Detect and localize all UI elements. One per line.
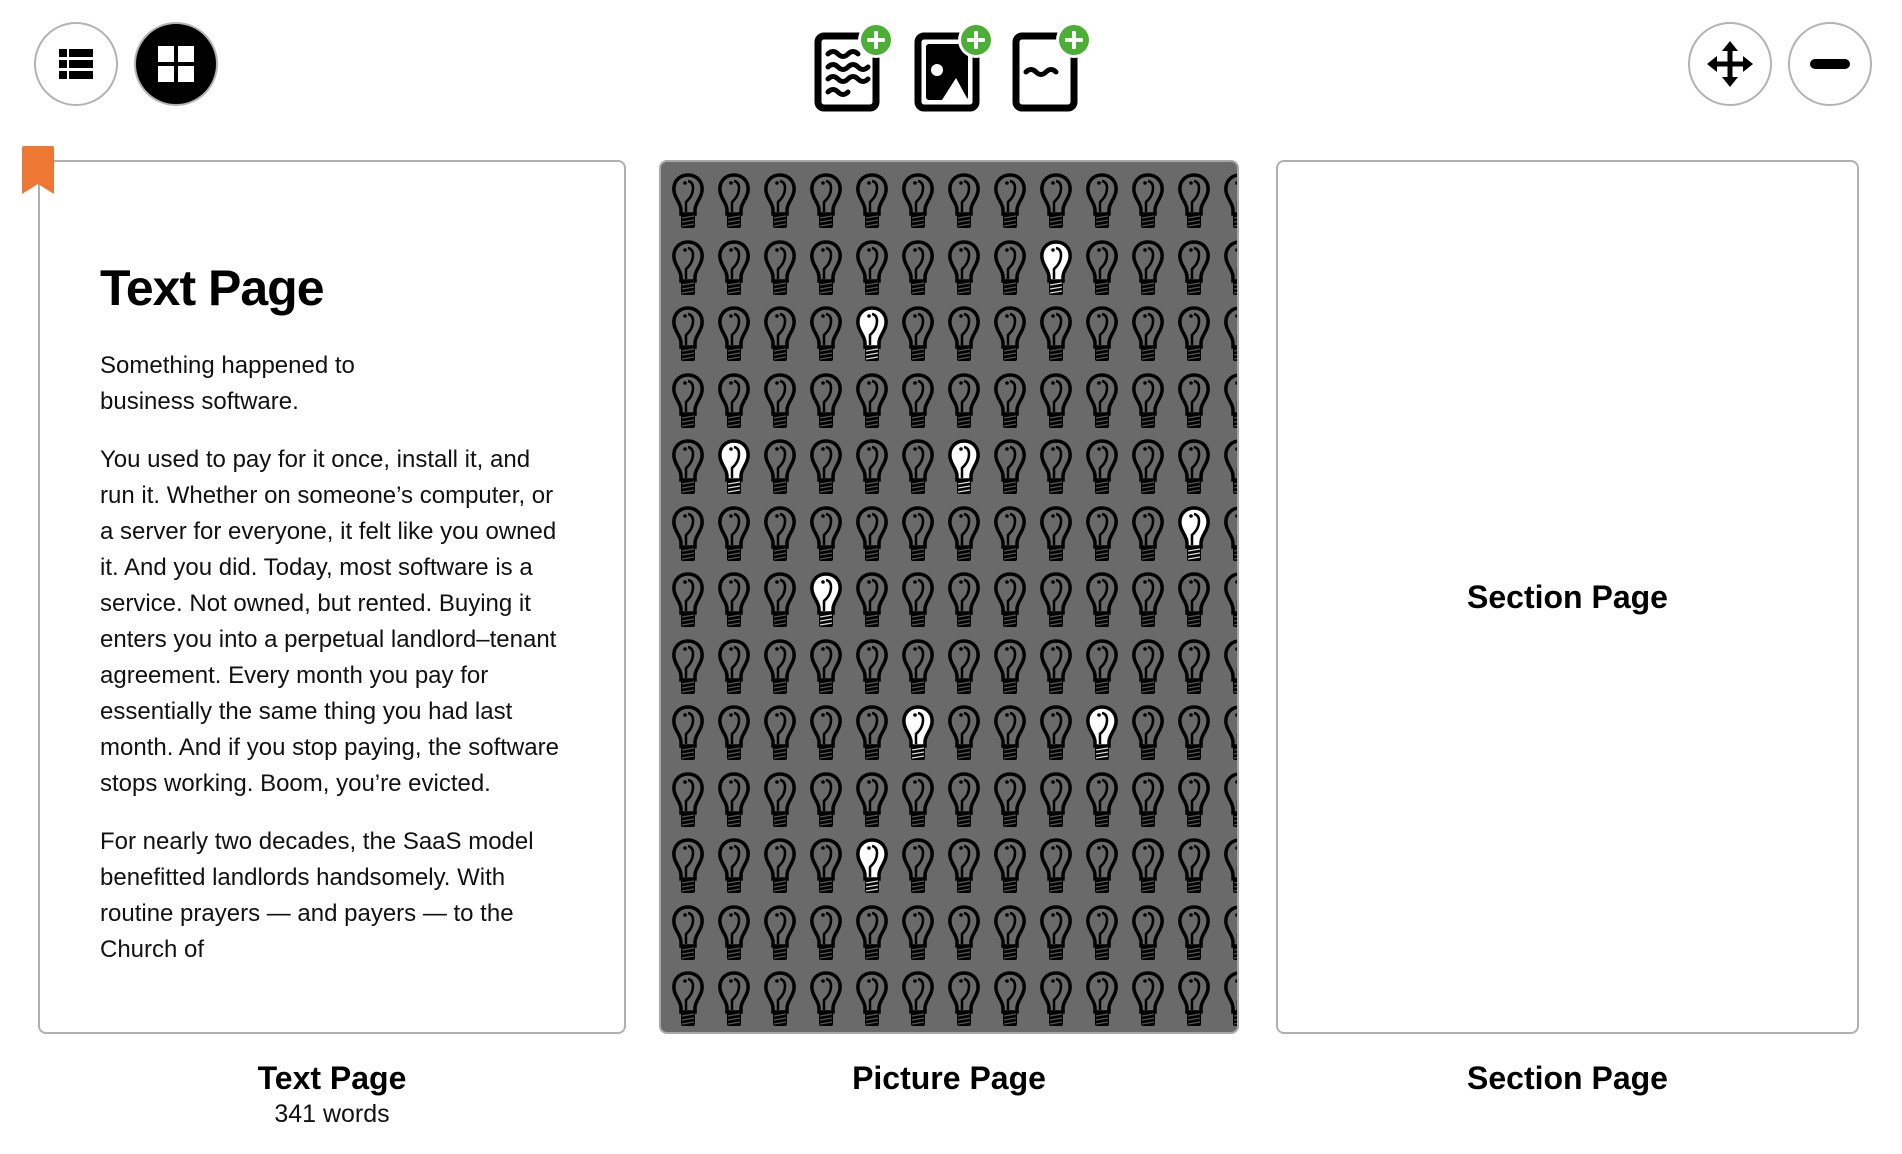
bulb-icon (1125, 900, 1171, 966)
bulb-icon (1125, 966, 1171, 1032)
lit-bulb-icon (803, 567, 849, 633)
bulb-icon (1217, 966, 1239, 1032)
section-page-card[interactable] (1276, 160, 1859, 1034)
bulb-icon (1125, 368, 1171, 434)
bulb-icon (757, 833, 803, 899)
bulb-icon (941, 168, 987, 234)
text-page-add-icon (814, 22, 898, 112)
bulb-icon (1033, 966, 1079, 1032)
picture-page-label: Picture Page (852, 1060, 1046, 1096)
bulb-icon (987, 567, 1033, 633)
move-arrows-icon (1707, 41, 1753, 87)
bulb-icon (1125, 767, 1171, 833)
bulb-icon (665, 567, 711, 633)
bulb-icon (803, 235, 849, 301)
bulb-icon (665, 368, 711, 434)
grid-view-button[interactable] (134, 22, 218, 106)
bulb-icon (1125, 567, 1171, 633)
bulb-icon (757, 567, 803, 633)
bulb-icon (665, 833, 711, 899)
bulb-icon (1079, 301, 1125, 367)
move-button[interactable] (1688, 22, 1772, 106)
bulb-icon (665, 900, 711, 966)
text-page-content (100, 258, 560, 990)
bulb-icon (941, 567, 987, 633)
bulb-icon (757, 168, 803, 234)
bulb-icon (665, 700, 711, 766)
bulb-icon (895, 634, 941, 700)
bulb-icon (849, 966, 895, 1032)
text-page-label: Text Page (257, 1060, 407, 1096)
bulb-icon (987, 168, 1033, 234)
bulb-icon (1171, 700, 1217, 766)
bookmark-icon (22, 146, 54, 194)
text-page-card[interactable] (38, 160, 626, 1034)
bulb-icon (1125, 301, 1171, 367)
bulb-icon (1217, 301, 1239, 367)
bulb-icon (987, 833, 1033, 899)
bulb-icon (1217, 567, 1239, 633)
bulb-icon (1079, 434, 1125, 500)
bulb-icon (757, 900, 803, 966)
bulb-icon (1217, 900, 1239, 966)
bulb-icon (1033, 501, 1079, 567)
bulb-icon (711, 567, 757, 633)
bulb-icon (757, 434, 803, 500)
bulb-icon (665, 301, 711, 367)
bulb-icon (941, 767, 987, 833)
bulb-icon (895, 368, 941, 434)
bulb-icon (987, 634, 1033, 700)
bulb-icon (1217, 833, 1239, 899)
bulb-icon (1033, 900, 1079, 966)
bulb-icon (665, 434, 711, 500)
bulb-icon (1217, 368, 1239, 434)
bulb-icon (895, 567, 941, 633)
bulb-icon (1171, 168, 1217, 234)
lit-bulb-icon (1079, 700, 1125, 766)
text-paragraph: You used to pay for it once, install it, and run it. Whether on someone’s computer, or a server for everyone, it felt like you owned it. And you did. Today, most software is a service. Not owned, but rented. Buying it enters you into a perpetual landlord–tenant agreement. Every month you pay for essentially the same thing you had last month. And if you stop paying, the software stops working. Boom, you’re evicted. (100, 446, 559, 797)
bulb-icon (1079, 833, 1125, 899)
list-view-button[interactable] (34, 22, 118, 106)
bulb-icon (1125, 700, 1171, 766)
bulb-icon (1217, 767, 1239, 833)
bulb-icon (1217, 434, 1239, 500)
bulb-icon (711, 900, 757, 966)
light-bulb-picture (665, 168, 1239, 1033)
bulb-icon (1079, 900, 1125, 966)
list-icon (59, 49, 93, 79)
bulb-icon (711, 966, 757, 1032)
bulb-icon (1171, 434, 1217, 500)
bulb-icon (1125, 168, 1171, 234)
bulb-icon (987, 235, 1033, 301)
bulb-icon (757, 501, 803, 567)
bulb-icon (711, 501, 757, 567)
bulb-icon (849, 434, 895, 500)
bulb-icon (1033, 567, 1079, 633)
bulb-icon (849, 900, 895, 966)
bulb-icon (1171, 368, 1217, 434)
bulb-icon (757, 301, 803, 367)
bulb-icon (1125, 833, 1171, 899)
bulb-icon (895, 434, 941, 500)
bulb-icon (895, 767, 941, 833)
bulb-icon (757, 235, 803, 301)
bulb-icon (849, 368, 895, 434)
section-page-title: Section Page (1467, 578, 1668, 615)
bulb-icon (1033, 767, 1079, 833)
bulb-icon (987, 767, 1033, 833)
bulb-icon (1079, 501, 1125, 567)
bulb-icon (711, 767, 757, 833)
bulb-icon (1033, 168, 1079, 234)
bulb-icon (1079, 368, 1125, 434)
bulb-icon (711, 833, 757, 899)
bulb-icon (941, 235, 987, 301)
bulb-icon (895, 301, 941, 367)
bulb-icon (1171, 567, 1217, 633)
bulb-icon (849, 501, 895, 567)
bulb-icon (849, 235, 895, 301)
bulb-icon (803, 501, 849, 567)
bulb-icon (803, 168, 849, 234)
bulb-icon (1171, 966, 1217, 1032)
bulb-icon (987, 900, 1033, 966)
bulb-icon (757, 634, 803, 700)
bulb-icon (803, 700, 849, 766)
bulb-icon (941, 700, 987, 766)
bulb-icon (849, 567, 895, 633)
bulb-icon (803, 634, 849, 700)
bulb-icon (1171, 900, 1217, 966)
bulb-icon (1171, 301, 1217, 367)
bulb-icon (1171, 634, 1217, 700)
minus-icon (1810, 59, 1850, 69)
bulb-icon (757, 767, 803, 833)
bulb-icon (895, 501, 941, 567)
bulb-icon (849, 634, 895, 700)
bulb-icon (1171, 235, 1217, 301)
bulb-icon (1125, 501, 1171, 567)
bulb-icon (1079, 634, 1125, 700)
bulb-icon (665, 168, 711, 234)
bulb-icon (941, 634, 987, 700)
bulb-icon (1217, 501, 1239, 567)
bulb-icon (1125, 634, 1171, 700)
bulb-icon (1079, 235, 1125, 301)
bulb-icon (757, 966, 803, 1032)
bulb-icon (803, 301, 849, 367)
bulb-icon (895, 900, 941, 966)
picture-page-card[interactable] (659, 160, 1239, 1034)
bulb-icon (803, 767, 849, 833)
bulb-icon (987, 966, 1033, 1032)
bulb-icon (987, 434, 1033, 500)
text-paragraph: Something happened to business software. (100, 352, 355, 415)
bulb-icon (895, 833, 941, 899)
bulb-icon (941, 966, 987, 1032)
bulb-icon (941, 501, 987, 567)
bulb-icon (757, 700, 803, 766)
bulb-icon (665, 767, 711, 833)
bulb-icon (1033, 434, 1079, 500)
text-page-title: Text Page (100, 260, 324, 316)
bulb-icon (1079, 168, 1125, 234)
bulb-icon (1033, 833, 1079, 899)
bulb-icon (1217, 634, 1239, 700)
bulb-icon (1125, 434, 1171, 500)
bulb-icon (941, 900, 987, 966)
bulb-icon (665, 634, 711, 700)
section-page-add-icon (1012, 22, 1096, 112)
add-section-page-button[interactable] (1012, 22, 1096, 112)
grid-icon (158, 46, 194, 82)
bulb-icon (987, 700, 1033, 766)
lit-bulb-icon (711, 434, 757, 500)
bulb-icon (803, 368, 849, 434)
lit-bulb-icon (849, 833, 895, 899)
bulb-icon (1125, 235, 1171, 301)
bulb-icon (849, 700, 895, 766)
picture-page-add-icon (914, 22, 998, 112)
bulb-icon (1217, 168, 1239, 234)
bulb-icon (1217, 235, 1239, 301)
bulb-icon (849, 767, 895, 833)
bulb-icon (987, 501, 1033, 567)
add-picture-page-button[interactable] (914, 22, 998, 112)
lit-bulb-icon (895, 700, 941, 766)
bulb-icon (1217, 700, 1239, 766)
add-text-page-button[interactable] (814, 22, 898, 112)
bulb-icon (895, 235, 941, 301)
bulb-icon (1171, 833, 1217, 899)
word-count: 341 words (274, 1100, 390, 1128)
bulb-icon (895, 966, 941, 1032)
lit-bulb-icon (1171, 501, 1217, 567)
bulb-icon (711, 301, 757, 367)
bulb-icon (665, 235, 711, 301)
lit-bulb-icon (849, 301, 895, 367)
bulb-icon (1079, 567, 1125, 633)
bulb-icon (711, 700, 757, 766)
bulb-icon (1033, 634, 1079, 700)
bulb-icon (665, 501, 711, 567)
bulb-icon (895, 168, 941, 234)
bulb-icon (987, 368, 1033, 434)
section-page-label: Section Page (1467, 1060, 1668, 1096)
bulb-icon (941, 301, 987, 367)
bulb-icon (1033, 700, 1079, 766)
bulb-icon (987, 301, 1033, 367)
bulb-icon (803, 434, 849, 500)
bulb-icon (1033, 368, 1079, 434)
bulb-icon (803, 900, 849, 966)
bulb-icon (849, 168, 895, 234)
bulb-icon (711, 634, 757, 700)
bulb-icon (1079, 966, 1125, 1032)
text-paragraph: For nearly two decades, the SaaS model benefitted landlords handsomely. With routine prayers — and payers — to the Church of (100, 828, 534, 963)
remove-button[interactable] (1788, 22, 1872, 106)
bulb-icon (711, 368, 757, 434)
bulb-icon (757, 368, 803, 434)
bulb-icon (1079, 767, 1125, 833)
bulb-icon (1171, 767, 1217, 833)
bulb-icon (803, 833, 849, 899)
bulb-icon (665, 966, 711, 1032)
bulb-icon (941, 368, 987, 434)
bulb-icon (711, 168, 757, 234)
bulb-icon (711, 235, 757, 301)
bulb-icon (803, 966, 849, 1032)
bulb-icon (1033, 301, 1079, 367)
lit-bulb-icon (1033, 235, 1079, 301)
lit-bulb-icon (941, 434, 987, 500)
bulb-icon (941, 833, 987, 899)
